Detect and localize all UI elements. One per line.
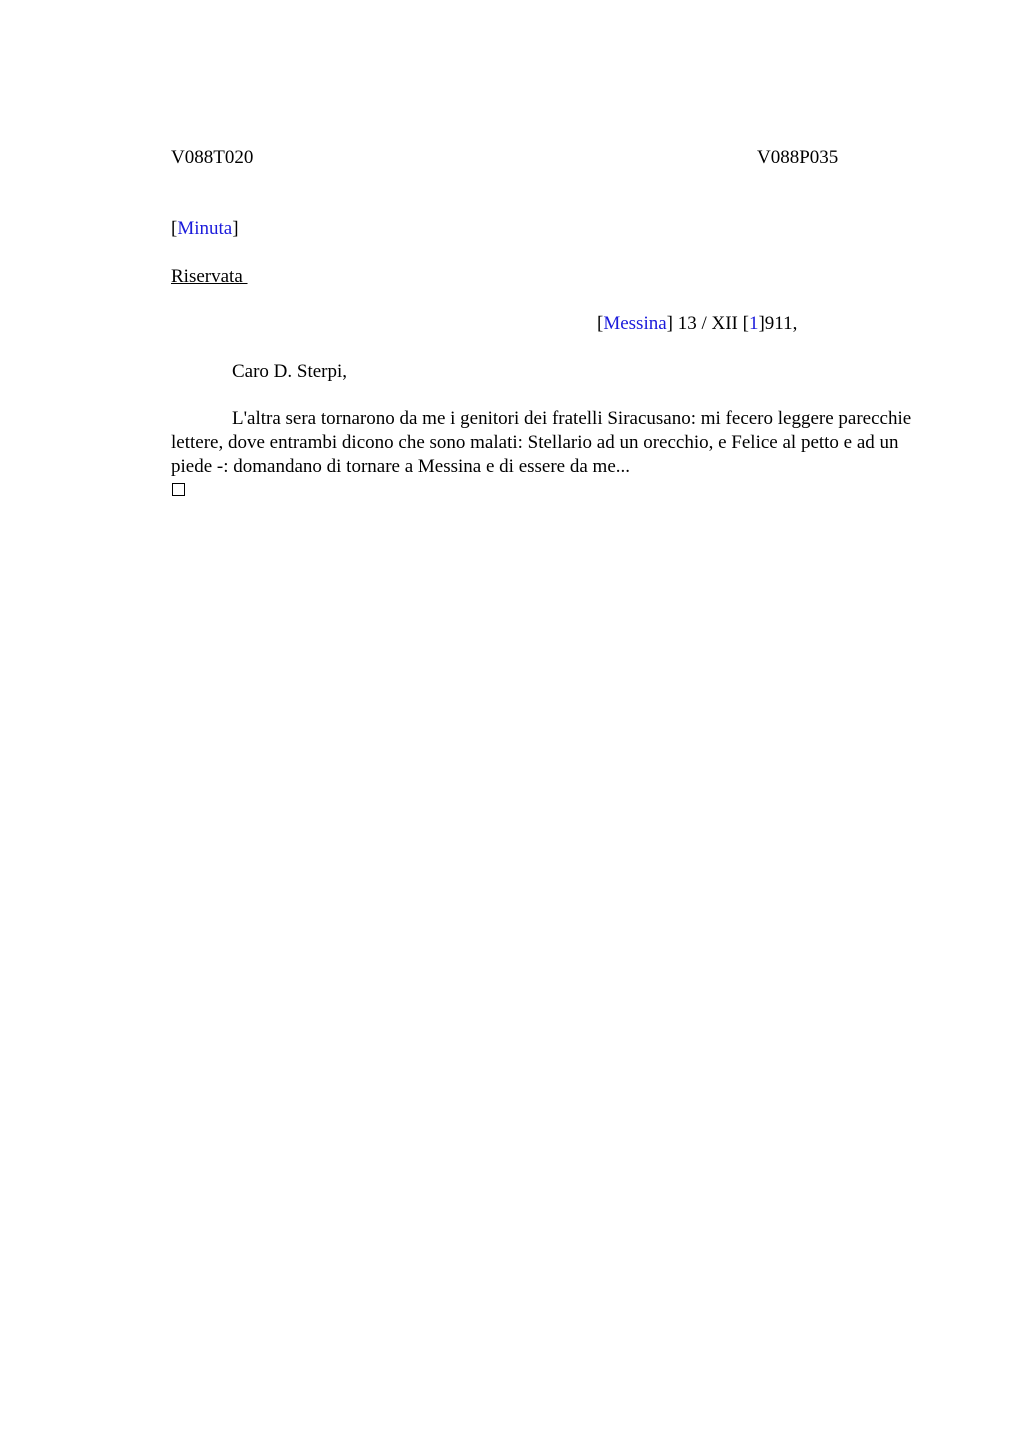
dateline-year-prefix: 1: [748, 313, 759, 334]
letter-body: [171, 407, 917, 479]
document-code-right: V088P035: [757, 147, 839, 168]
bracket-close: ]: [232, 218, 239, 239]
dateline-place: Messina: [603, 313, 667, 334]
salutation: Caro D. Sterpi,: [232, 361, 348, 382]
classification-label: Riservata: [171, 266, 248, 287]
checkbox-icon: [172, 483, 185, 496]
document-type: [171, 217, 239, 241]
document-code-left: V088T020: [171, 147, 254, 168]
bracket-open: [: [171, 218, 178, 239]
dateline-year-end: ]911,: [758, 313, 798, 334]
dateline-date: ] 13 / XII [: [666, 313, 749, 334]
dateline-bracket-open: [: [597, 313, 604, 334]
dateline: [597, 312, 797, 336]
document-type-label: Minuta: [177, 218, 233, 239]
letter-paragraph: L'altra sera tornarono da me i genitori dei fratelli Siracusano: mi fecero leggere parecchie lettere, dove entrambi dicono che sono malati: Stellario ad un orecchio, e Felice al petto e ad un piede -: domandano di tornare a Messina e di essere da me...: [171, 408, 912, 477]
